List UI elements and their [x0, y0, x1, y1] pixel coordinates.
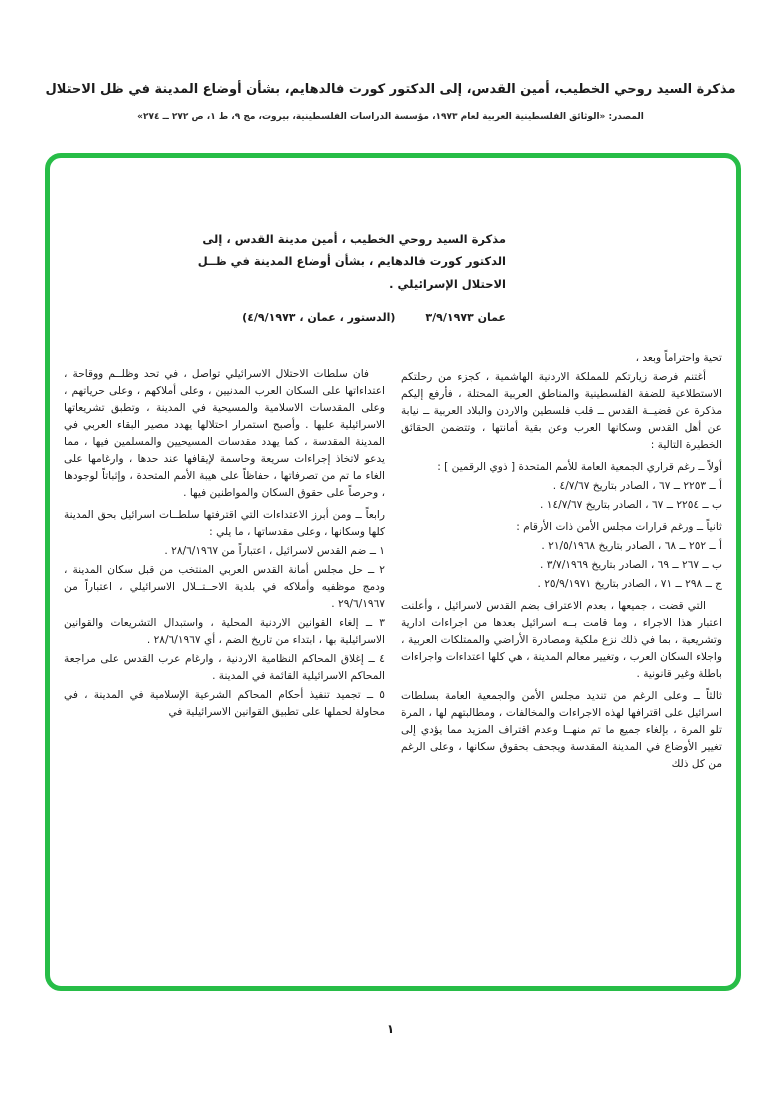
column-right: [401, 350, 722, 775]
memo-title-line-3: الاحتلال الإسرائيلي .: [389, 276, 506, 291]
list-item: ب ــ ٢٦٧ ــ ٦٩ ، الصادر بتاريخ ٣/٧/١٩٦٩ .: [540, 559, 722, 572]
document-source-line: المصدر: «الوثائق الفلسطينية العربية لعام ١٩٧٣، مؤسسة الدراسات الفلسطينية، بيروت، مج ٩، ط ١، ص ٢٧٢ ــ ٢٧٤»: [137, 112, 644, 122]
green-document-frame: [45, 153, 741, 991]
paragraph-section-fourth: رابعاً ــ ومن أبرز الاعتداءات التي اقترفتها سلطــات اسرائيل بحق المدينة كلها وسكانها ، وعلى مقدساتها ، ما يلي :: [64, 509, 385, 539]
page-number: ١: [386, 1022, 395, 1036]
list-item: ٥ ــ تجميد تنفيذ أحكام المحاكم الشرعية الإسلامية في المدينة ، في محاولة لحملها على تطبيق القوانين الاسرائيلية في: [64, 689, 385, 719]
memo-title-line-1: مذكرة السيد روحي الخطيب ، أمين مدينة القدس ، إلى: [202, 232, 506, 246]
paragraph: أغتنم فرصة زيارتكم للمملكة الاردنية الهاشمية ، كجزء من رحلتكم الاستطلاعية للضفة الفلسطينية والمناطق العربية المحتلة ، فأرفع إليكم مذكرة عن قضيــة القدس ــ قلب فلسطين والاردن والبلاد العربية ــ نيابة عن أهل القدس وسكانها العرب وعن بقية أمانتها ، وتتضمن الحقائق الخطيرة التالية :: [401, 371, 722, 452]
document-header-title: مذكرة السيد روحي الخطيب، أمين القدس، إلى الدكتور كورت فالدهايم، بشأن أوضاع المدينة في ظل الاحتلال: [45, 82, 736, 97]
paragraph-section-third: ثالثاً ــ وعلى الرغم من تنديد مجلس الأمن والجمعية العامة بسلطات اسرائيل على اقترافها لهذه الاجراءات والمخالفات ، ومطالبتهم لها ، المرة تلو المرة ، بإلغاء جميع ما تم منهــا وعدم اقتراف المزيد مما يؤدي إلى تغيير الأوضاع في المدينة المقدسة ويجحف بحقوق سكانها ، وعلى الرغم من كل ذلك: [401, 690, 722, 771]
column-left: [64, 350, 385, 775]
list-item: ٣ ــ إلغاء القوانين الاردنية المحلية ، واستبدال التشريعات والقوانين الاسرائيلية بها ، ابتداء من تاريخ الضم ، أي ٢٨/٦/١٩٦٧ .: [64, 617, 385, 647]
list-item: ١ ــ ضم القدس لاسرائيل ، اعتباراً من ٢٨/٦/١٩٦٧ .: [164, 545, 385, 558]
memo-title: [50, 228, 506, 295]
list-item: أ ــ ٢٥٢ ــ ٦٨ ، الصادر بتاريخ ٢١/٥/١٩٦٨ .: [541, 540, 722, 553]
paragraph-section-first: أولاً ــ رغم قراري الجمعية العامة للأمم المتحدة [ ذوي الرقمين ] :: [437, 461, 722, 474]
memo-date-place: عمان ٣/٩/١٩٧٣: [425, 311, 506, 325]
paragraph: التي قضت ، جميعها ، بعدم الاعتراف بضم القدس لاسرائيل ، وأعلنت اعتبار هذا الاجراء ، وما قامت بــه اسرائيل بعدها من اجراءات ادارية وتشريعية ، بما في ذلك نزع ملكية ومصادرة الأراضي والممتلكات العربية ، واجلاء السكان العرب ، وتغيير معالم المدينة ، هي كلها اعتداءات واجراءات باطلة وغير قانونية .: [401, 600, 722, 681]
list-item: أ ــ ٢٢٥٣ ــ ٦٧ ، الصادر بتاريخ ٤/٧/٦٧ .: [552, 480, 722, 493]
paragraph-salutation: تحية واحتراماً وبعد ،: [635, 352, 722, 365]
list-item: ٤ ــ إغلاق المحاكم النظامية الاردنية ، وارغام عرب القدس على مراجعة المحاكم الاسرائيلية القائمة في المدينة .: [64, 653, 385, 683]
paragraph: فان سلطات الاحتلال الاسرائيلي تواصل ، في تحد وظلــم ووقاحة ، اعتداءاتها على السكان العرب المدنيين ، وعلى أملاكهم ، وعلى حرياتهم ، وعلى المقدسات الاسلامية والمسيحية في المدينة ، وتطبق تشريعاتها الاسرائيلية عليها . وأصبح استمرار احتلالها يهدد مصير البقاء العربي في المدينة المقدسة ، كما يهدد مقدسات المسيحيين والمسلمين فيها ، مما يدعو لاتخاذ إجراءات سريعة وحاسمة لإيقافها عند حدها ، وارغامها على الغاء ما تم من تصرفاتها ، حفاظاً على هيبة الأمم المتحدة ، وإثباتاً لوجودها ، وحرصاً على حقوق السكان والمواطنين فيها .: [64, 368, 385, 500]
paragraph-section-second: ثانياً ــ ورغم قرارات مجلس الأمن ذات الأرقام :: [516, 521, 722, 534]
memo-dateline: [50, 311, 506, 324]
list-item: ب ــ ٢٢٥٤ ــ ٦٧ ، الصادر بتاريخ ١٤/٧/٦٧ .: [540, 499, 722, 512]
list-item: ج ــ ٢٩٨ ــ ٧١ ، الصادر بتاريخ ٢٥/٩/١٩٧١ .: [537, 578, 722, 591]
list-item: ٢ ــ حل مجلس أمانة القدس العربي المنتخب من قبل سكان المدينة ، ودمج موظفيه وأملاكه في بلدية الاحــتــلال الاسرائيلي ، اعتباراً من ٢٩/٦/١٩٦٧ .: [64, 564, 385, 611]
memo-title-line-2: الدكتور كورت فالدهايم ، بشأن أوضاع المدينة في ظــل: [197, 254, 506, 269]
memo-columns: [64, 350, 722, 775]
document-body: [50, 228, 736, 1056]
memo-publication-ref: (الدستور ، عمان ، ٤/٩/١٩٧٣): [242, 311, 396, 325]
